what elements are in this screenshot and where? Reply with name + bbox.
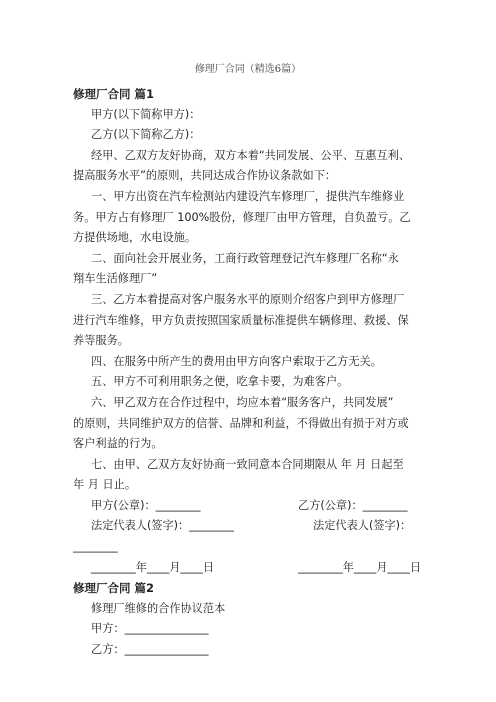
party-a-line: 甲方(以下简称甲方)： (91, 107, 201, 121)
intro-line: 经甲、乙双方友好协商，双方本着“共同发展、公平、互惠互利、 (91, 148, 411, 162)
clause1-line: 方提供场地，水电设施。 (73, 231, 197, 245)
date-b: ________年____月____日 (298, 560, 422, 574)
clause1-line: 一、甲方出资在汽车检测站内建设汽车修理厂，提供汽车维修业 (91, 189, 405, 203)
representative-a: 法定代表人(签字)：________ (91, 519, 234, 533)
clause3-line: 三、乙方本着提高对客户服务水平的原则介绍客户到甲方修理厂 (91, 292, 405, 306)
clause6-line: 六、甲乙双方在合作过程中，均应本着“服务客户，共同发展” (91, 395, 394, 409)
clause3-line: 进行汽车维修，甲方负责按照国家质量标准提供车辆修理、救援、保 (73, 313, 409, 327)
representative-row (73, 516, 437, 537)
section2-heading: 修理厂合同 篇2 (73, 581, 155, 596)
representative-b: 法定代表人(签字)： (313, 519, 412, 533)
section1-heading: 修理厂合同 篇1 (73, 87, 155, 101)
seal-row (73, 496, 437, 517)
clause4-line: 四、在服务中所产生的费用由甲方向客户索取于乙方无关。 (91, 354, 382, 368)
clause2-line: 二、面向社会开展业务，工商行政管理登记汽车修理厂名称“永 (91, 251, 399, 265)
clause2-line: 翔车生活修理厂” (73, 272, 158, 286)
clause7-line: 七、由甲、乙双方友好协商一致同意本合同期限从 年 月 日起至 (91, 457, 404, 471)
representative-b-blank: ________ (73, 540, 118, 554)
clause6-line: 客户利益的行为。 (73, 437, 163, 451)
date-a: ________年____月____日 (91, 560, 215, 574)
clause3-line: 养等服务。 (73, 334, 129, 348)
document-title: 修理厂合同（精选6篇） (194, 64, 302, 75)
intro-line: 提高服务水平”的原则，共同达成合作协议条款如下： (73, 169, 337, 183)
party-b-line: 乙方(以下简称乙方)： (91, 128, 201, 142)
clause5-line: 五、甲方不可利用职务之便，吃拿卡要，为难客户。 (91, 375, 349, 389)
date-row (73, 558, 437, 579)
seal-b: 乙方(公章)：________ (298, 498, 408, 512)
seal-a: 甲方(公章)：________ (91, 498, 201, 512)
section2-subtitle: 修理厂维修的合作协议范本 (91, 601, 226, 615)
clause1-line: 务。甲方占有修理厂 100%股份，修理厂由甲方管理，自负盈亏。乙 (73, 210, 411, 224)
section2-party-b: 乙方：_______________ (91, 643, 209, 657)
section2-party-a: 甲方：_______________ (91, 622, 209, 636)
document-body (73, 84, 437, 661)
clause6-line: 的原则，共同维护双方的信誉、品牌和利益，不得做出有损于对方或 (73, 416, 409, 430)
clause7-line: 年 月 日止。 (73, 478, 137, 492)
